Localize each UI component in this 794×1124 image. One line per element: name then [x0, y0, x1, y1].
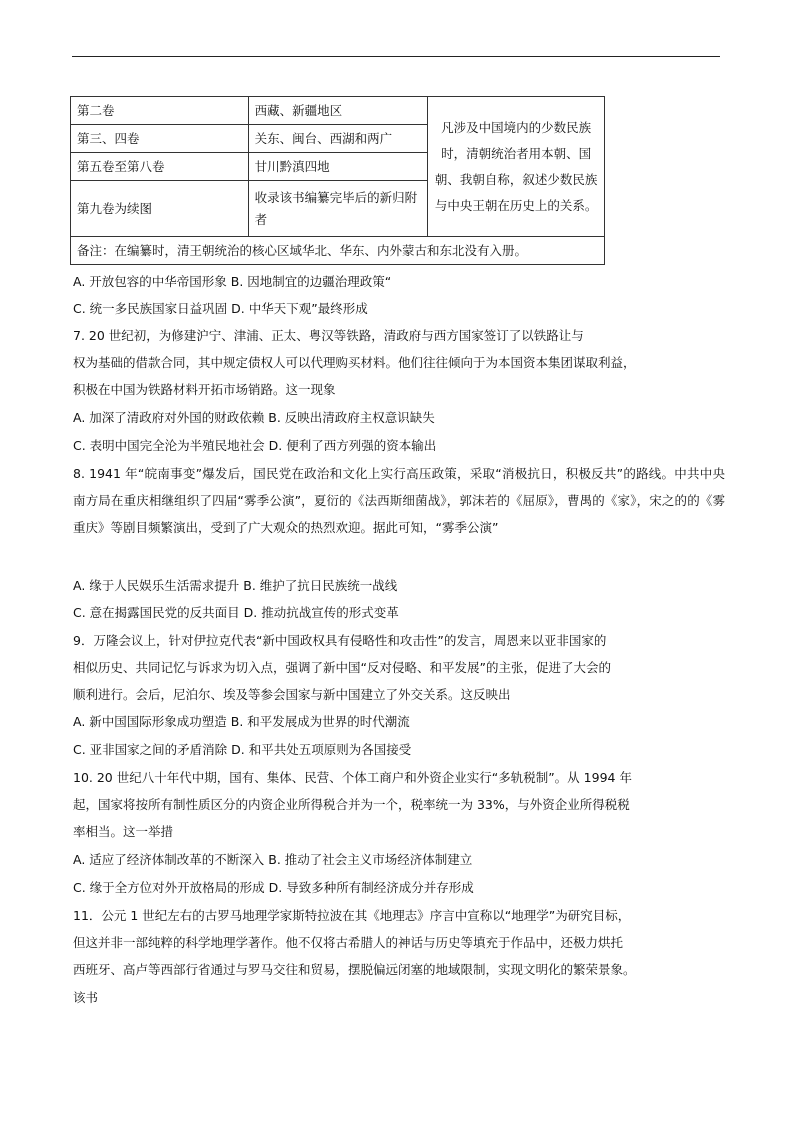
q7-line-1: 7. 20 世纪初，为修建沪宁、津浦、正太、粤汉等铁路，清政府与西方国家签订了以铁路让与	[73, 328, 584, 343]
q9-options-cd: C. 亚非国家之间的矛盾消除 D. 和平共处五项原则为各国接受	[73, 742, 412, 757]
q7-options-cd: C. 表明中国完全沦为半殖民地社会 D. 便利了西方列强的资本输出	[73, 438, 437, 453]
q9-line-3: 顺利进行。会后，尼泊尔、埃及等参会国家与新中国建立了外交关系。这反映出	[73, 687, 511, 702]
remark-cell: 备注：在编纂时，清王朝统治的核心区域华北、华东、内外蒙古和东北没有入册。	[71, 237, 605, 265]
q7-line-3: 积极在中国为铁路材料开拓市场销路。这一现象	[73, 382, 336, 397]
volume-cell: 第九卷为续图	[71, 181, 249, 237]
side-note-cell: 凡涉及中国境内的少数民族时，清朝统治者用本朝、国朝、我朝自称，叙述少数民族与中央王朝在历史上的关系。	[428, 97, 605, 237]
q10-options-ab: A. 适应了经济体制改革的不断深入 B. 推动了社会主义市场经济体制建立	[73, 852, 473, 867]
q10-line-1: 10. 20 世纪八十年代中期，国有、集体、民营、个体工商户和外资企业实行“多轨税制”。从 1994 年	[73, 770, 632, 785]
q6-options-cd: C. 统一多民族国家日益巩固 D. 中华天下观”最终形成	[73, 301, 368, 316]
q7-line-2: 权为基础的借款合同，其中规定债权人可以代理购买材料。他们往往倾向于为本国资本集团谋取利益，	[73, 355, 636, 370]
q9-line-1: 9．万隆会议上，针对伊拉克代表“新中国政权具有侵略性和攻击性”的发言，周恩来以亚非国家的	[73, 633, 607, 648]
q10-options-cd: C. 缘于全方位对外开放格局的形成 D. 导致多种所有制经济成分并存形成	[73, 880, 474, 895]
region-cell: 收录该书编纂完毕后的新归附者	[248, 181, 428, 237]
q11-line-4: 该书	[73, 990, 99, 1005]
remark-row	[71, 237, 605, 265]
q8-options-ab: A. 缘于人民娱乐生活需求提升 B. 维护了抗日民族统一战线	[73, 578, 398, 593]
header-rule	[72, 56, 720, 57]
volume-cell: 第三、四卷	[71, 125, 249, 153]
q10-line-3: 率相当。这一举措	[73, 824, 174, 839]
q9-options-ab: A. 新中国国际形象成功塑造 B. 和平发展成为世界的时代潮流	[73, 714, 410, 729]
q9-line-2: 相似历史、共同记忆与诉求为切入点，强调了新中国“反对侵略、和平发展”的主张，促进了大会的	[73, 660, 611, 675]
q10-line-2: 起，国家将按所有制性质区分的内资企业所得税合并为一个，税率统一为 33%，与外资企业所得税税	[73, 797, 630, 812]
region-cell: 西藏、新疆地区	[248, 97, 428, 125]
volume-table	[70, 96, 605, 265]
q11-line-1: 11．公元 1 世纪左右的古罗马地理学家斯特拉波在其《地理志》序言中宣称以“地理学”为研究目标，	[73, 908, 631, 923]
q8-options-cd: C. 意在揭露国民党的反共面目 D. 推动抗战宣传的形式变革	[73, 605, 399, 620]
q7-options-ab: A. 加深了清政府对外国的财政依赖 B. 反映出清政府主权意识缺失	[73, 410, 435, 425]
table-row	[71, 97, 605, 125]
region-cell: 关东、闽台、西湖和两广	[248, 125, 428, 153]
q11-line-2: 但这并非一部纯粹的科学地理学著作。他不仅将古希腊人的神话与历史等填充于作品中，还极力烘托	[73, 935, 624, 950]
q11-line-3: 西班牙、高卢等西部行省通过与罗马交往和贸易，摆脱偏远闭塞的地域限制，实现文明化的繁荣景象。	[73, 962, 636, 977]
volume-cell: 第五卷至第八卷	[71, 153, 249, 181]
region-cell: 甘川黔滇四地	[248, 153, 428, 181]
q6-options-ab: A. 开放包容的中华帝国形象 B. 因地制宜的边疆治理政策“	[73, 274, 392, 289]
q8-stem: 8. 1941 年“皖南事变”爆发后，国民党在政治和文化上实行高压政策，采取“消极抗日，积极反共”的路线。中共中央南方局在重庆相继组织了四届“雾季公演”，夏衍的《法西斯细菌战》，郭沫若的《屈原》，曹禺的《家》，宋之的的《雾重庆》等剧目频繁演出，受到了广大观众的热烈欢迎。据此可知，“雾季公演”	[73, 466, 725, 535]
volume-cell: 第二卷	[71, 97, 249, 125]
